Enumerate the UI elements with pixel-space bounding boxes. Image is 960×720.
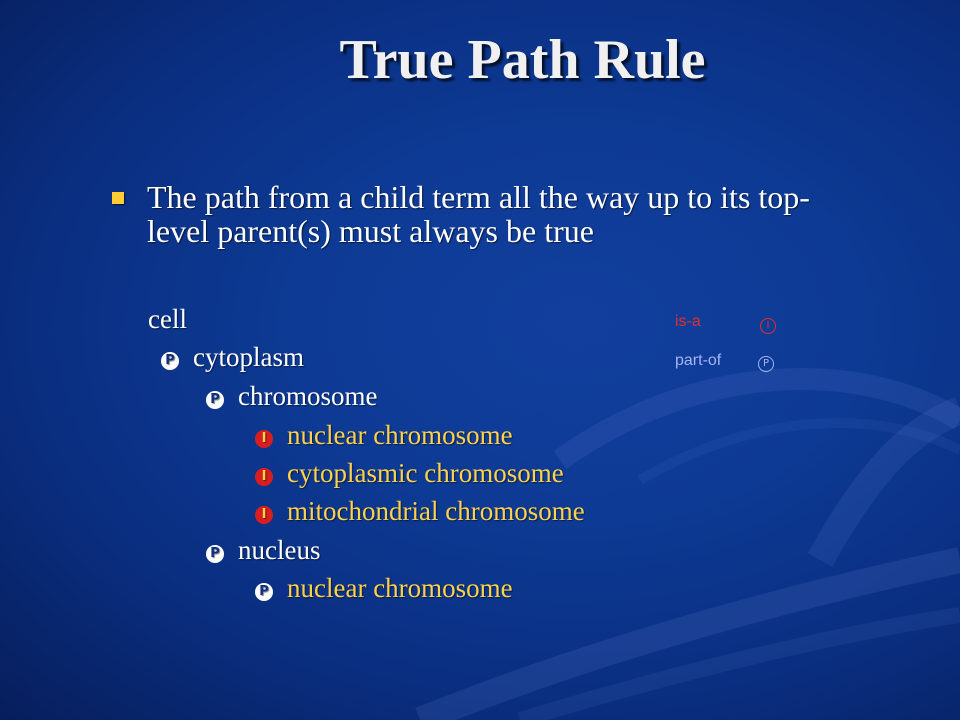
tree-item-nucleus	[206, 534, 320, 566]
part-of-icon: P	[255, 583, 273, 601]
tree-item-label: cytoplasm	[193, 342, 304, 372]
part-of-icon: P	[206, 545, 224, 563]
part-of-icon: P	[161, 352, 179, 370]
tree-item-label: nucleus	[238, 535, 321, 565]
tree-item-label: nuclear chromosome	[287, 573, 513, 603]
is-a-icon: I	[255, 468, 273, 486]
tree-item-label: nuclear chromosome	[287, 420, 513, 450]
tree-item-label: mitochondrial chromosome	[287, 496, 585, 526]
part-of-legend-icon: P	[758, 356, 774, 372]
tree-item-chromosome	[206, 380, 377, 412]
part-of-icon: P	[206, 391, 224, 409]
bullet-text: The path from a child term all the way up to its top-level parent(s) must always be true	[147, 179, 810, 249]
tree-root	[148, 303, 187, 335]
slide-title: True Path Rule	[339, 29, 706, 91]
tree-item-label: cytoplasmic chromosome	[287, 458, 564, 488]
tree-item-cytoplasmic-chromosome	[255, 457, 564, 489]
tree-item-nuclear-chromosome-2	[255, 572, 513, 604]
is-a-icon: I	[255, 506, 273, 524]
is-a-legend-icon: I	[760, 318, 776, 334]
legend-is-a-label: is-a	[675, 313, 701, 330]
legend-part-of-label: part-of	[675, 352, 722, 369]
tree-item-nuclear-chromosome	[255, 419, 513, 451]
is-a-icon: I	[255, 430, 273, 448]
square-bullet-icon	[112, 192, 124, 204]
tree-item-mitochondrial-chromosome	[255, 495, 585, 527]
tree-item-cytoplasm	[161, 341, 304, 373]
tree-item-label: chromosome	[238, 381, 378, 411]
bullet-point	[112, 180, 852, 248]
tree-root-label: cell	[148, 304, 187, 334]
